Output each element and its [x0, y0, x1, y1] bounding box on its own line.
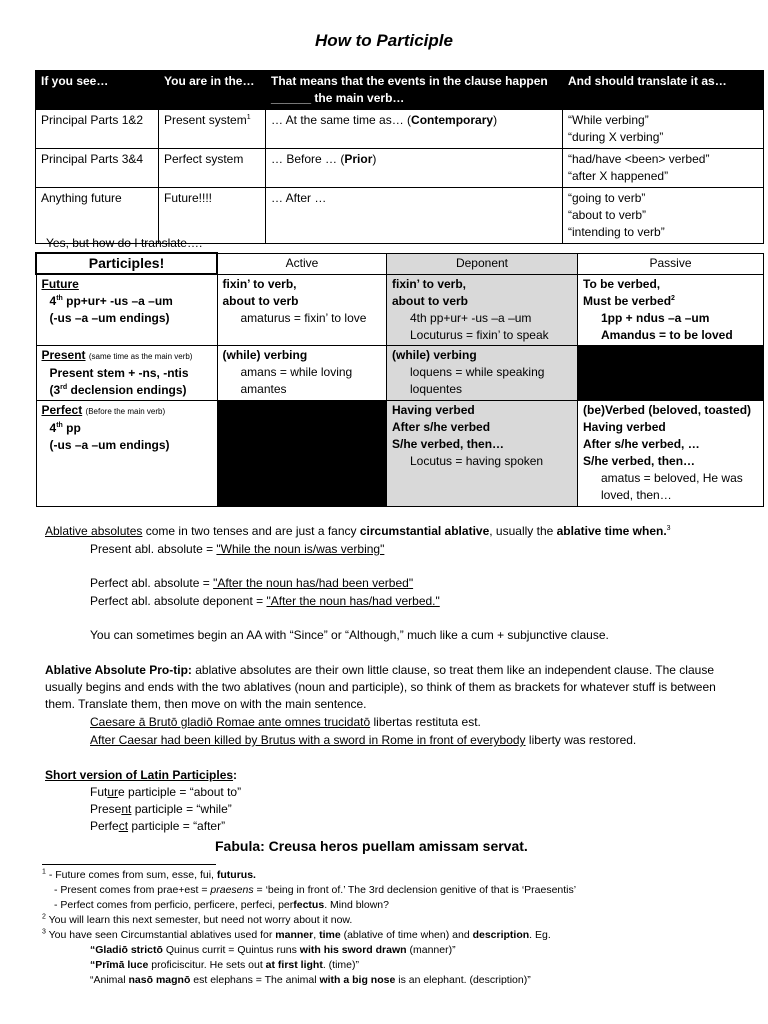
row-means: … After … — [266, 188, 563, 244]
since-line: You can sometimes begin an AA with “Since” or “Although,” much like a cum + subjunctive clause. — [90, 628, 609, 642]
perfect-row — [36, 400, 764, 506]
ablative-intro: Ablative absolutes come in two tenses and are just a fancy circumstantial ablative, usually the ablative time when.$^3$ — [45, 524, 671, 538]
present-label: Present — [41, 347, 86, 362]
header-translate-as: And should translate it as… — [563, 71, 764, 110]
header-if-you-see: If you see… — [36, 71, 159, 110]
footnote-1b: - Present comes from prae+est = praesens = ‘being in front of.’ The 3rd declension genitive of that is ‘Praesentis’ — [54, 884, 577, 896]
present-abl-absolute: Present abl. absolute = "While the noun is/was verbing" — [90, 542, 385, 556]
footnote-2: $^2$ You will learn this next semester, but need not worry about it now. — [42, 913, 353, 926]
future-passive: To be verbed, Must be verbed$^2$ 1pp + ndus –a –um Amandus = to be loved — [578, 274, 764, 345]
participles-table — [35, 252, 764, 507]
present-deponent: (while) verbing loquens = while speaking loquentes — [387, 345, 578, 400]
participle-system-table — [35, 70, 764, 244]
perfect-label: Perfect — [41, 402, 83, 417]
participles-corner: Participles! — [36, 253, 217, 274]
footnote-divider — [42, 864, 216, 865]
future-active: fixin’ to verb, about to verb amaturus = fixin’ to love — [217, 274, 387, 345]
short-version-heading: Short version of Latin Participles: — [45, 768, 238, 782]
protip-paragraph: Ablative Absolute Pro-tip: ablative absolutes are their own little clause, so treat them like an independent clause. The clause usually begins and ends with the two ablatives (noun and participle), so think of them as brackets for whatever stuff is between them. Translate them, then move on with the main sentence. — [45, 663, 716, 711]
perfect-passive: (be)Verbed (beloved, toasted) Having verbed After s/he verbed, … S/he verbed, then… amatus = beloved, He was loved, then… — [578, 400, 764, 506]
col-passive: Passive — [578, 253, 764, 274]
perfect-deponent: Having verbed After s/he verbed S/he verbed, then… Locutus = having spoken — [387, 400, 578, 506]
row-translate: “going to verb” “about to verb” “intending to verb” — [563, 188, 764, 244]
footnote-example-2: “Prīmā luce proficiscitur. He sets out at first light. (time)” — [90, 959, 360, 971]
present-active: (while) verbing amans = while loving amantes — [217, 345, 387, 400]
perfect-abl-absolute: Perfect abl. absolute = "After the noun has/had been verbed" — [90, 576, 414, 590]
future-label-cell: Future 4th pp+ur+ -us –a –um (-us –a –um endings) — [36, 274, 217, 345]
present-label-cell: Present (same time as the main verb) Present stem + -ns, -ntis (3rd declension endings) — [36, 345, 217, 400]
footnote-1: $^1$ - Future comes from sum, esse, fui, futurus. — [42, 868, 256, 881]
col-deponent: Deponent — [387, 253, 578, 274]
perfect-label-cell: Perfect (Before the main verb) 4th pp (-us –a –um endings) — [36, 400, 217, 506]
row-see: Principal Parts 1&2 — [36, 110, 159, 149]
row-see: Principal Parts 3&4 — [36, 149, 159, 188]
protip-latin: Caesare ā Brutō gladiō Romae ante omnes trucidatō libertas restituta est. — [90, 715, 481, 729]
row-means: … Before … (Prior) — [266, 149, 563, 188]
fabula-title: Fabula: Creusa heros puellam amissam servat. — [215, 838, 528, 854]
table-row — [36, 110, 764, 149]
row-system: Perfect system — [159, 149, 266, 188]
present-row — [36, 345, 764, 400]
footnote-1c: - Perfect comes from perficio, perficere, perfeci, perfectus. Mind blown? — [54, 899, 389, 911]
col-active: Active — [217, 253, 387, 274]
row-translate: “While verbing” “during X verbing” — [563, 110, 764, 149]
footnote-example-1: “Gladiō strictō Quinus currit = Quintus runs with his sword drawn (manner)” — [90, 944, 456, 956]
perfect-active-empty — [217, 400, 387, 506]
row-see: Anything future — [36, 188, 159, 244]
header-you-are-in: You are in the… — [159, 71, 266, 110]
short-present: Present participle = “while” — [90, 802, 232, 816]
perfect-abl-absolute-deponent: Perfect abl. absolute deponent = "After the noun has/had verbed." — [90, 594, 440, 608]
future-deponent: fixin’ to verb, about to verb 4th pp+ur+ -us –a –um Locuturus = fixin’ to speak — [387, 274, 578, 345]
footnotes — [42, 868, 752, 988]
header-that-means: That means that the events in the clause happen ______ the main verb… — [266, 71, 563, 110]
row-translate: “had/have <been> verbed” “after X happened” — [563, 149, 764, 188]
yes-but-line: Yes, but how do I translate…. — [46, 236, 203, 250]
row-system — [159, 110, 266, 149]
future-label: Future — [41, 277, 79, 291]
system-label: Present system — [164, 113, 247, 127]
footnote-ref: 1 — [246, 114, 251, 121]
table-row — [36, 149, 764, 188]
short-future: Future participle = “about to” — [90, 785, 242, 799]
footnote-example-3: “Animal nasō magnō est elephans = The animal with a big nose is an elephant. (description)” — [90, 974, 531, 986]
page-title: How to Participle — [315, 31, 453, 50]
present-passive-empty — [578, 345, 764, 400]
short-perfect: Perfect participle = “after” — [90, 819, 226, 833]
protip-english: After Caesar had been killed by Brutus with a sword in Rome in front of everybody liberty was restored. — [90, 733, 637, 747]
future-row — [36, 274, 764, 345]
row-system: Future!!!! — [159, 188, 266, 244]
footnote-3: $^3$ You have seen Circumstantial ablatives used for manner, time (ablative of time when) and description. Eg. — [42, 928, 551, 941]
row-means: … At the same time as… (Contemporary) — [266, 110, 563, 149]
